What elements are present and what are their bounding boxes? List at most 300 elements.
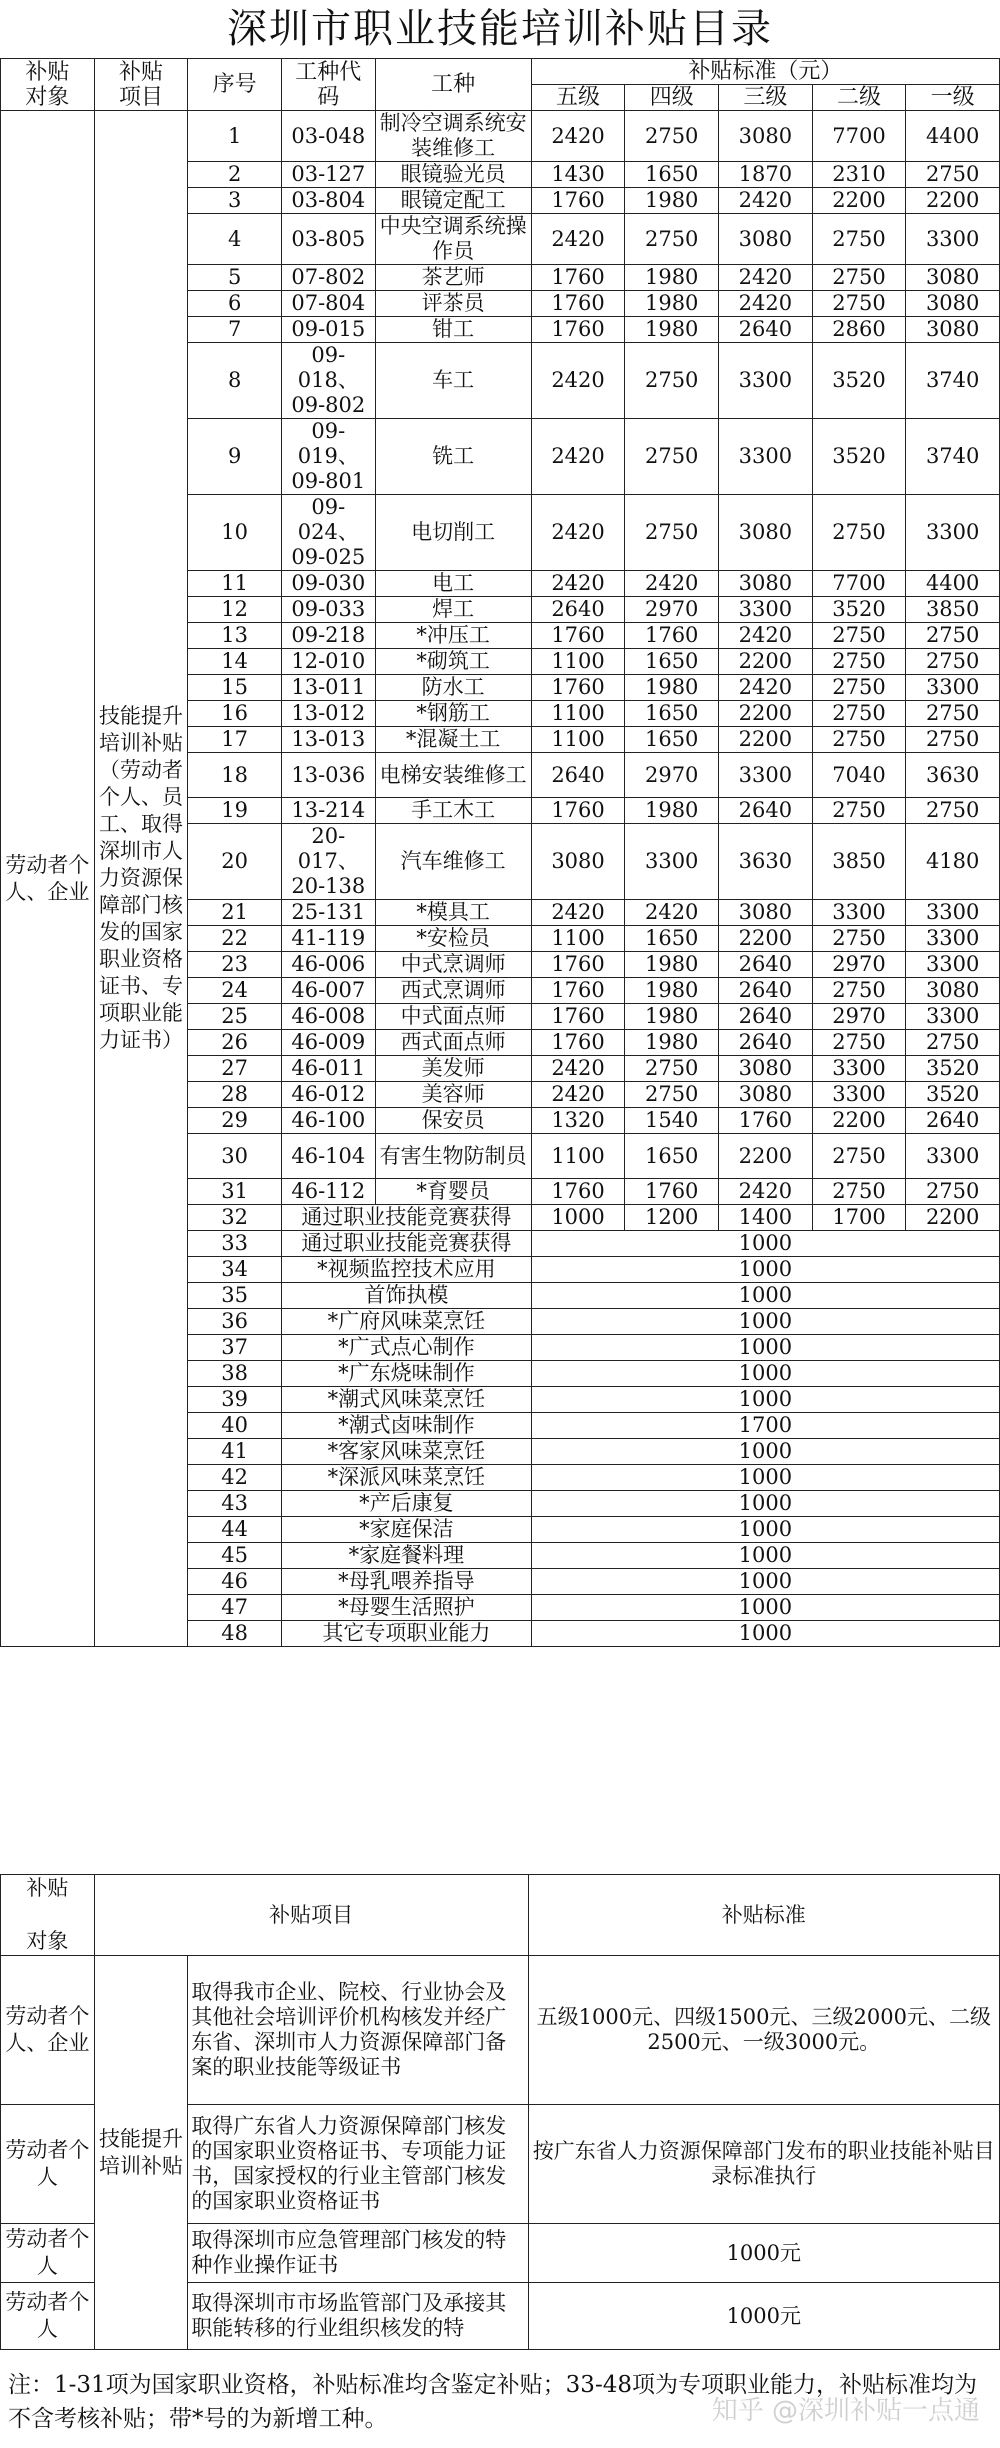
cell-seq: 26 bbox=[188, 1030, 282, 1056]
cell-seq: 6 bbox=[188, 291, 282, 317]
cell-job: 中式烹调师 bbox=[375, 952, 531, 978]
cell-amount: 4180 bbox=[906, 824, 1000, 900]
cell-seq: 32 bbox=[188, 1205, 282, 1231]
cell-amount: 2750 bbox=[812, 727, 906, 753]
cell-amount: 1100 bbox=[531, 1134, 625, 1179]
cell-amount: 3080 bbox=[719, 571, 813, 597]
cell-amount: 2750 bbox=[906, 623, 1000, 649]
cell-job: 眼镜验光员 bbox=[375, 162, 531, 188]
cell-amount: 1870 bbox=[719, 162, 813, 188]
cell-amount: 2420 bbox=[531, 1082, 625, 1108]
cell-code: 09-024、09-025 bbox=[281, 495, 375, 571]
cell-job: 美容师 bbox=[375, 1082, 531, 1108]
header-code bbox=[281, 59, 375, 111]
header-code-line1: 工种代 bbox=[295, 59, 362, 85]
cell-amount: 2750 bbox=[812, 926, 906, 952]
cell-job: *母婴生活照护 bbox=[281, 1595, 531, 1621]
cell-amount: 2750 bbox=[812, 623, 906, 649]
cell-code: 41-119 bbox=[281, 926, 375, 952]
cell-amount: 1200 bbox=[625, 1205, 719, 1231]
cell-amount: 3080 bbox=[719, 1056, 813, 1082]
cell-amount: 1650 bbox=[625, 727, 719, 753]
cell-amount: 1760 bbox=[531, 188, 625, 214]
header-code-line2: 码 bbox=[317, 84, 340, 110]
cell-amount: 1650 bbox=[625, 649, 719, 675]
cell-amount: 1760 bbox=[531, 291, 625, 317]
cell-amount: 2420 bbox=[531, 900, 625, 926]
cell-amount: 2640 bbox=[531, 597, 625, 623]
cell-seq: 37 bbox=[188, 1335, 282, 1361]
cell-amount: 1540 bbox=[625, 1108, 719, 1134]
cell-seq: 19 bbox=[188, 798, 282, 824]
cell-amount: 3080 bbox=[719, 1082, 813, 1108]
cell-amount: 3300 bbox=[812, 1056, 906, 1082]
cell-amount: 1760 bbox=[625, 1179, 719, 1205]
header-job: 工种 bbox=[375, 59, 531, 111]
footnote: 注：1-31项为国家职业资格，补贴标准均含鉴定补贴；33-48项为专项职业能力，补贴标准均为不含考核补贴；带*号的为新增工种。 bbox=[8, 2372, 977, 2432]
cell-amount: 2750 bbox=[625, 1082, 719, 1108]
cell-amount: 3300 bbox=[812, 1082, 906, 1108]
cell-amount: 1100 bbox=[531, 701, 625, 727]
cell-code: 03-127 bbox=[281, 162, 375, 188]
cell-code: 46-006 bbox=[281, 952, 375, 978]
cell-amount: 1760 bbox=[531, 675, 625, 701]
cell-amount: 1000 bbox=[531, 1517, 999, 1543]
cell-amount: 1760 bbox=[625, 623, 719, 649]
cell-job: 中式面点师 bbox=[375, 1004, 531, 1030]
cell-amount: 2200 bbox=[719, 1134, 813, 1179]
header-level: 三级 bbox=[719, 85, 813, 111]
cell-amount: 1760 bbox=[531, 265, 625, 291]
cell-amount: 1980 bbox=[625, 978, 719, 1004]
cell-amount: 1980 bbox=[625, 952, 719, 978]
cell-job: *广府风味菜烹饪 bbox=[281, 1309, 531, 1335]
cell-amount: 2420 bbox=[531, 495, 625, 571]
cell-amount: 1980 bbox=[625, 1004, 719, 1030]
section2-item-desc: 取得深圳市应急管理部门核发的特种作业操作证书 bbox=[188, 2224, 528, 2283]
cell-job: 通过职业技能竞赛获得 bbox=[281, 1205, 531, 1231]
cell-job: *钢筋工 bbox=[375, 701, 531, 727]
cell-seq: 22 bbox=[188, 926, 282, 952]
cell-amount: 2420 bbox=[625, 900, 719, 926]
header-target-line2: 对象 bbox=[25, 84, 70, 110]
cell-seq: 9 bbox=[188, 419, 282, 495]
cell-amount: 1760 bbox=[531, 1030, 625, 1056]
cell-seq: 41 bbox=[188, 1439, 282, 1465]
section2-standard: 按广东省人力资源保障部门发布的职业技能补贴目录标准执行 bbox=[528, 2105, 999, 2224]
cell-seq: 27 bbox=[188, 1056, 282, 1082]
section2-target: 劳动者个人、企业 bbox=[1, 1956, 95, 2105]
certificate-subsidy-table bbox=[0, 1874, 1000, 2350]
cell-job: 防水工 bbox=[375, 675, 531, 701]
cell-amount: 1100 bbox=[531, 926, 625, 952]
cell-amount: 2200 bbox=[906, 188, 1000, 214]
cell-job: *砌筑工 bbox=[375, 649, 531, 675]
cell-amount: 2750 bbox=[625, 419, 719, 495]
page-title: 深圳市职业技能培训补贴目录 bbox=[227, 6, 773, 52]
cell-amount: 1980 bbox=[625, 798, 719, 824]
cell-code: 46-007 bbox=[281, 978, 375, 1004]
cell-seq: 8 bbox=[188, 343, 282, 419]
cell-amount: 2420 bbox=[625, 571, 719, 597]
cell-amount: 2750 bbox=[906, 798, 1000, 824]
cell-code: 25-131 bbox=[281, 900, 375, 926]
cell-amount: 1980 bbox=[625, 291, 719, 317]
cell-amount: 2200 bbox=[812, 188, 906, 214]
cell-amount: 2200 bbox=[719, 926, 813, 952]
cell-amount: 2420 bbox=[719, 291, 813, 317]
cell-amount: 2420 bbox=[531, 571, 625, 597]
section2-target: 劳动者个人 bbox=[1, 2224, 95, 2283]
cell-job: 评茶员 bbox=[375, 291, 531, 317]
cell-amount: 1760 bbox=[531, 317, 625, 343]
watermark: 知乎 @深圳补贴一点通 bbox=[711, 2396, 980, 2426]
cell-amount: 3300 bbox=[906, 675, 1000, 701]
cell-amount: 2420 bbox=[531, 419, 625, 495]
header-item-line2: 项目 bbox=[118, 84, 163, 110]
cell-amount: 7040 bbox=[812, 753, 906, 798]
header-seq: 序号 bbox=[188, 59, 282, 111]
cell-amount: 3080 bbox=[906, 978, 1000, 1004]
cell-amount: 1980 bbox=[625, 1030, 719, 1056]
cell-amount: 3080 bbox=[906, 265, 1000, 291]
cell-amount: 3300 bbox=[625, 824, 719, 900]
cell-amount: 2750 bbox=[812, 291, 906, 317]
cell-amount: 1650 bbox=[625, 162, 719, 188]
header-target-line1: 补贴 bbox=[25, 59, 70, 85]
cell-code: 13-214 bbox=[281, 798, 375, 824]
cell-job: 美发师 bbox=[375, 1056, 531, 1082]
section2-target: 劳动者个人 bbox=[1, 2105, 95, 2224]
cell-seq: 36 bbox=[188, 1309, 282, 1335]
cell-job: 保安员 bbox=[375, 1108, 531, 1134]
cell-amount: 2750 bbox=[812, 798, 906, 824]
cell-seq: 21 bbox=[188, 900, 282, 926]
cell-amount: 3300 bbox=[906, 495, 1000, 571]
cell-seq: 15 bbox=[188, 675, 282, 701]
cell-job: *育婴员 bbox=[375, 1179, 531, 1205]
section2-target: 劳动者个人 bbox=[1, 2283, 95, 2350]
cell-amount: 3300 bbox=[906, 926, 1000, 952]
header-standard: 补贴标准（元） bbox=[531, 59, 999, 85]
cell-job: *产后康复 bbox=[281, 1491, 531, 1517]
cell-job: 首饰执模 bbox=[281, 1283, 531, 1309]
cell-amount: 3300 bbox=[719, 753, 813, 798]
cell-amount: 1000 bbox=[531, 1335, 999, 1361]
cell-seq: 29 bbox=[188, 1108, 282, 1134]
cell-amount: 2420 bbox=[719, 623, 813, 649]
cell-code: 13-012 bbox=[281, 701, 375, 727]
cell-amount: 2750 bbox=[812, 1134, 906, 1179]
cell-amount: 2640 bbox=[719, 1004, 813, 1030]
cell-amount: 2420 bbox=[719, 188, 813, 214]
cell-job: 电梯安装维修工 bbox=[375, 753, 531, 798]
cell-seq: 46 bbox=[188, 1569, 282, 1595]
cell-amount: 3630 bbox=[906, 753, 1000, 798]
cell-code: 09-019、09-801 bbox=[281, 419, 375, 495]
cell-code: 46-112 bbox=[281, 1179, 375, 1205]
cell-amount: 2750 bbox=[812, 1030, 906, 1056]
cell-amount: 3740 bbox=[906, 343, 1000, 419]
cell-seq: 3 bbox=[188, 188, 282, 214]
cell-amount: 1760 bbox=[531, 952, 625, 978]
cell-seq: 30 bbox=[188, 1134, 282, 1179]
section2-header-row bbox=[1, 1875, 1000, 1956]
cell-amount: 1760 bbox=[531, 1004, 625, 1030]
cell-seq: 45 bbox=[188, 1543, 282, 1569]
header-target bbox=[1, 59, 95, 111]
cell-amount: 2750 bbox=[625, 1056, 719, 1082]
cell-amount: 2750 bbox=[906, 701, 1000, 727]
cell-amount: 2420 bbox=[531, 343, 625, 419]
cell-amount: 2200 bbox=[906, 1205, 1000, 1231]
cell-job: *潮式卤味制作 bbox=[281, 1413, 531, 1439]
cell-amount: 3080 bbox=[719, 214, 813, 265]
cell-amount: 2420 bbox=[531, 214, 625, 265]
cell-job: 眼镜定配工 bbox=[375, 188, 531, 214]
cell-amount: 2200 bbox=[812, 1108, 906, 1134]
cell-code: 12-010 bbox=[281, 649, 375, 675]
cell-code: 13-036 bbox=[281, 753, 375, 798]
cell-amount: 1320 bbox=[531, 1108, 625, 1134]
cell-seq: 42 bbox=[188, 1465, 282, 1491]
cell-amount: 2640 bbox=[906, 1108, 1000, 1134]
cell-seq: 35 bbox=[188, 1283, 282, 1309]
cell-amount: 2200 bbox=[719, 701, 813, 727]
cell-amount: 1000 bbox=[531, 1309, 999, 1335]
cell-seq: 34 bbox=[188, 1257, 282, 1283]
cell-amount: 3850 bbox=[906, 597, 1000, 623]
cell-job: 铣工 bbox=[375, 419, 531, 495]
cell-amount: 3520 bbox=[812, 597, 906, 623]
cell-seq: 38 bbox=[188, 1361, 282, 1387]
cell-code: 46-008 bbox=[281, 1004, 375, 1030]
cell-amount: 7700 bbox=[812, 571, 906, 597]
cell-seq: 40 bbox=[188, 1413, 282, 1439]
cell-seq: 18 bbox=[188, 753, 282, 798]
cell-amount: 2970 bbox=[812, 1004, 906, 1030]
cell-code: 09-015 bbox=[281, 317, 375, 343]
cell-seq: 1 bbox=[188, 111, 282, 162]
section2-header-item: 补贴项目 bbox=[94, 1875, 528, 1956]
cell-seq: 43 bbox=[188, 1491, 282, 1517]
section2-item-desc: 取得我市企业、院校、行业协会及其他社会培训评价机构核发并经广东省、深圳市人力资源保障部门备案的职业技能等级证书 bbox=[188, 1956, 528, 2105]
cell-amount: 2750 bbox=[812, 649, 906, 675]
cell-amount: 4400 bbox=[906, 571, 1000, 597]
cell-amount: 1000 bbox=[531, 1387, 999, 1413]
cell-amount: 2750 bbox=[812, 701, 906, 727]
cell-job: 西式面点师 bbox=[375, 1030, 531, 1056]
cell-amount: 2420 bbox=[531, 1056, 625, 1082]
cell-code: 09-030 bbox=[281, 571, 375, 597]
cell-amount: 2640 bbox=[719, 978, 813, 1004]
cell-amount: 3740 bbox=[906, 419, 1000, 495]
table-row bbox=[1, 111, 1000, 162]
cell-amount: 2750 bbox=[906, 727, 1000, 753]
cell-amount: 3520 bbox=[906, 1082, 1000, 1108]
cell-amount: 1000 bbox=[531, 1569, 999, 1595]
cell-code: 46-009 bbox=[281, 1030, 375, 1056]
cell-job: 通过职业技能竞赛获得 bbox=[281, 1231, 531, 1257]
cell-amount: 2200 bbox=[719, 727, 813, 753]
header-item bbox=[94, 59, 188, 111]
cell-seq: 23 bbox=[188, 952, 282, 978]
cell-amount: 3080 bbox=[719, 900, 813, 926]
cell-seq: 33 bbox=[188, 1231, 282, 1257]
cell-job: 钳工 bbox=[375, 317, 531, 343]
section2-standard: 五级1000元、四级1500元、三级2000元、二级2500元、一级3000元。 bbox=[528, 1956, 999, 2105]
cell-amount: 1430 bbox=[531, 162, 625, 188]
cell-code: 09-018、09-802 bbox=[281, 343, 375, 419]
header-level: 二级 bbox=[812, 85, 906, 111]
header-level: 一级 bbox=[906, 85, 1000, 111]
cell-amount: 3300 bbox=[719, 597, 813, 623]
cell-job: 电工 bbox=[375, 571, 531, 597]
cell-job: *广东烧味制作 bbox=[281, 1361, 531, 1387]
cell-amount: 3300 bbox=[906, 900, 1000, 926]
cell-seq: 4 bbox=[188, 214, 282, 265]
cell-job: 手工木工 bbox=[375, 798, 531, 824]
cell-amount: 2750 bbox=[812, 265, 906, 291]
cell-job: 其它专项职业能力 bbox=[281, 1621, 531, 1647]
cell-amount: 3520 bbox=[906, 1056, 1000, 1082]
cell-seq: 2 bbox=[188, 162, 282, 188]
cell-amount: 1000 bbox=[531, 1257, 999, 1283]
cell-job: *模具工 bbox=[375, 900, 531, 926]
cell-job: 中央空调系统操作员 bbox=[375, 214, 531, 265]
cell-amount: 7700 bbox=[812, 111, 906, 162]
cell-code: 07-804 bbox=[281, 291, 375, 317]
header-level: 四级 bbox=[625, 85, 719, 111]
cell-seq: 44 bbox=[188, 1517, 282, 1543]
cell-seq: 13 bbox=[188, 623, 282, 649]
cell-amount: 1650 bbox=[625, 1134, 719, 1179]
cell-amount: 1700 bbox=[531, 1413, 999, 1439]
cell-job: *广式点心制作 bbox=[281, 1335, 531, 1361]
section2-standard: 1000元 bbox=[528, 2283, 999, 2350]
cell-job: 焊工 bbox=[375, 597, 531, 623]
section-item: 技能提升培训补贴（劳动者个人、员工、取得深圳市人力资源保障部门核发的国家职业资格证书、专项职业能力证书） bbox=[94, 111, 188, 1647]
header-item-line1: 补贴 bbox=[118, 59, 163, 85]
cell-job: 车工 bbox=[375, 343, 531, 419]
cell-amount: 1760 bbox=[531, 978, 625, 1004]
cell-amount: 1760 bbox=[531, 1179, 625, 1205]
cell-amount: 2750 bbox=[812, 214, 906, 265]
cell-code: 09-033 bbox=[281, 597, 375, 623]
cell-amount: 1400 bbox=[719, 1205, 813, 1231]
cell-amount: 1760 bbox=[531, 798, 625, 824]
cell-amount: 2640 bbox=[719, 317, 813, 343]
cell-amount: 1000 bbox=[531, 1283, 999, 1309]
cell-amount: 2750 bbox=[906, 1030, 1000, 1056]
cell-amount: 2750 bbox=[625, 111, 719, 162]
cell-amount: 1980 bbox=[625, 317, 719, 343]
cell-job: 茶艺师 bbox=[375, 265, 531, 291]
cell-job: *家庭保洁 bbox=[281, 1517, 531, 1543]
cell-code: 46-012 bbox=[281, 1082, 375, 1108]
cell-amount: 1000 bbox=[531, 1543, 999, 1569]
cell-amount: 1100 bbox=[531, 727, 625, 753]
section2-header-target bbox=[1, 1875, 95, 1956]
cell-amount: 1650 bbox=[625, 701, 719, 727]
cell-amount: 2750 bbox=[906, 649, 1000, 675]
cell-seq: 10 bbox=[188, 495, 282, 571]
cell-job: *母乳喂养指导 bbox=[281, 1569, 531, 1595]
cell-amount: 3080 bbox=[906, 317, 1000, 343]
cell-amount: 2640 bbox=[719, 798, 813, 824]
cell-amount: 1700 bbox=[812, 1205, 906, 1231]
cell-code: 13-011 bbox=[281, 675, 375, 701]
cell-amount: 3520 bbox=[812, 343, 906, 419]
cell-seq: 25 bbox=[188, 1004, 282, 1030]
cell-amount: 1000 bbox=[531, 1621, 999, 1647]
cell-amount: 3300 bbox=[812, 900, 906, 926]
cell-amount: 1000 bbox=[531, 1231, 999, 1257]
section2-target-line2: 对象 bbox=[26, 1929, 69, 1953]
cell-job: *安检员 bbox=[375, 926, 531, 952]
cell-amount: 3300 bbox=[906, 1134, 1000, 1179]
cell-amount: 1100 bbox=[531, 649, 625, 675]
cell-amount: 3080 bbox=[531, 824, 625, 900]
cell-amount: 3300 bbox=[906, 1004, 1000, 1030]
section2-item-desc: 取得广东省人力资源保障部门核发的国家职业资格证书、专项能力证书，国家授权的行业主管部门核发的国家职业资格证书 bbox=[188, 2105, 528, 2224]
cell-seq: 31 bbox=[188, 1179, 282, 1205]
cell-amount: 2640 bbox=[531, 753, 625, 798]
cell-job: *深派风味菜烹饪 bbox=[281, 1465, 531, 1491]
cell-amount: 2970 bbox=[625, 597, 719, 623]
header-row bbox=[1, 59, 1000, 85]
cell-amount: 3300 bbox=[719, 419, 813, 495]
cell-seq: 7 bbox=[188, 317, 282, 343]
cell-job: 制冷空调系统安装维修工 bbox=[375, 111, 531, 162]
cell-amount: 3300 bbox=[719, 343, 813, 419]
cell-amount: 2750 bbox=[812, 1179, 906, 1205]
section2-item-name: 技能提升培训补贴 bbox=[94, 1956, 188, 2350]
cell-seq: 17 bbox=[188, 727, 282, 753]
cell-job: *冲压工 bbox=[375, 623, 531, 649]
cell-seq: 48 bbox=[188, 1621, 282, 1647]
cell-amount: 2970 bbox=[812, 952, 906, 978]
cell-seq: 16 bbox=[188, 701, 282, 727]
cell-amount: 3300 bbox=[906, 214, 1000, 265]
cell-seq: 12 bbox=[188, 597, 282, 623]
cell-code: 03-804 bbox=[281, 188, 375, 214]
cell-amount: 1000 bbox=[531, 1465, 999, 1491]
cell-amount: 1000 bbox=[531, 1491, 999, 1517]
cell-amount: 3630 bbox=[719, 824, 813, 900]
cell-code: 46-104 bbox=[281, 1134, 375, 1179]
cell-seq: 5 bbox=[188, 265, 282, 291]
cell-amount: 2310 bbox=[812, 162, 906, 188]
cell-amount: 2750 bbox=[812, 495, 906, 571]
cell-code: 03-048 bbox=[281, 111, 375, 162]
cell-code: 46-011 bbox=[281, 1056, 375, 1082]
cell-seq: 11 bbox=[188, 571, 282, 597]
cell-job: 汽车维修工 bbox=[375, 824, 531, 900]
subsidy-table bbox=[0, 58, 1000, 1647]
section2-header-standard: 补贴标准 bbox=[528, 1875, 999, 1956]
cell-seq: 28 bbox=[188, 1082, 282, 1108]
cell-amount: 1980 bbox=[625, 188, 719, 214]
cell-amount: 2750 bbox=[625, 214, 719, 265]
cell-seq: 39 bbox=[188, 1387, 282, 1413]
cell-code: 13-013 bbox=[281, 727, 375, 753]
cell-amount: 2750 bbox=[625, 495, 719, 571]
cell-amount: 2750 bbox=[625, 343, 719, 419]
cell-job: *家庭餐料理 bbox=[281, 1543, 531, 1569]
section2-item-desc: 取得深圳市市场监管部门及承接其职能转移的行业组织核发的特 bbox=[188, 2283, 528, 2350]
section-target: 劳动者个人、企业 bbox=[1, 111, 95, 1647]
